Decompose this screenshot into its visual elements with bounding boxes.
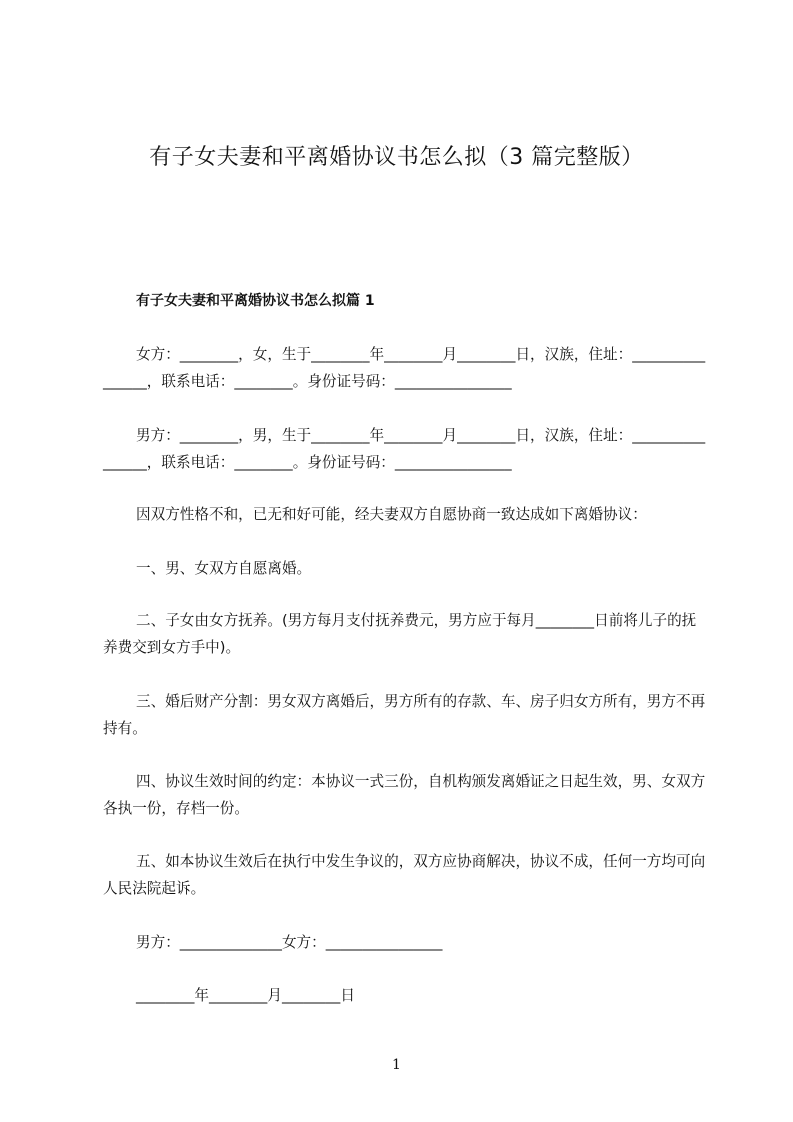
female-party-paragraph: 女方：________，女，生于________年________月________日，汉族，住址：________________，联系电话：________。身份证号码：________________ bbox=[103, 346, 706, 390]
clause-3-paragraph: 三、婚后财产分割：男女双方离婚后，男方所有的存款、车、房子归女方所有，男方不再持有。 bbox=[103, 693, 706, 737]
clause-1-paragraph: 一、男、女双方自愿离婚。 bbox=[136, 560, 312, 577]
signature-line: 男方：______________女方：________________ bbox=[136, 934, 443, 951]
reason-paragraph: 因双方性格不和，已无和好可能，经夫妻双方自愿协商一致达成如下离婚协议： bbox=[136, 506, 647, 523]
date-line: ________年________月________日 bbox=[136, 987, 355, 1004]
clause-5-paragraph: 五、如本协议生效后在执行中发生争议的，双方应协商解决，协议不成，任何一方均可向人民法院起诉。 bbox=[103, 853, 706, 897]
clause-2-paragraph: 二、子女由女方抚养。(男方每月支付抚养费元，男方应于每月________日前将儿子的抚养费交到女方手中)。 bbox=[103, 612, 697, 656]
clause-4-paragraph: 四、协议生效时间的约定：本协议一式三份，自机构颁发离婚证之日起生效，男、女双方各执一份，存档一份。 bbox=[103, 773, 706, 817]
page-number: 1 bbox=[392, 1057, 401, 1073]
section-heading: 有子女夫妻和平离婚协议书怎么拟篇 1 bbox=[136, 293, 375, 309]
male-party-paragraph: 男方：________，男，生于________年________月________日，汉族，住址：________________，联系电话：________。身份证号码：________________ bbox=[103, 427, 706, 471]
document-title: 有子女夫妻和平离婚协议书怎么拟（3 篇完整版） bbox=[149, 145, 644, 170]
